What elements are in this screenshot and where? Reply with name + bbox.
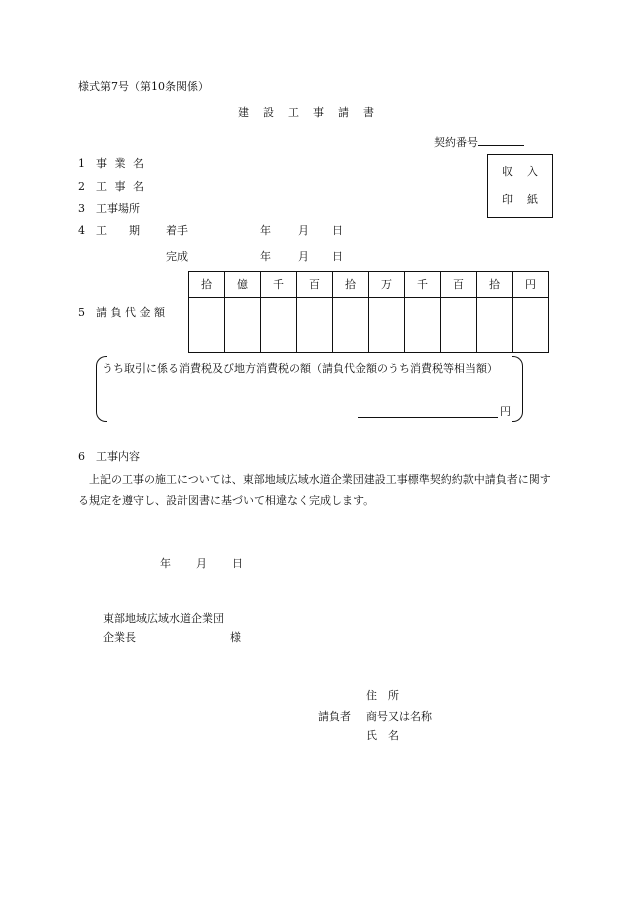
period-end-label: 完成 (166, 250, 188, 263)
amount-digit-cell[interactable] (405, 298, 441, 353)
end-year: 年 (260, 250, 271, 263)
contract-number-field[interactable] (478, 134, 524, 146)
amount-value-row (189, 298, 549, 353)
tax-bracket-right (512, 356, 523, 422)
unit-cell: 万 (369, 272, 405, 298)
tax-note: うち取引に係る消費税及び地方消費税の額（請負代金額のうち消費税等相当額） (102, 362, 498, 375)
item-6-number: 6 (78, 450, 85, 463)
item-3-number: 3 (78, 202, 85, 215)
end-month: 月 (298, 250, 309, 263)
document-title: 建設工事請書 (238, 106, 388, 119)
contract-number (434, 134, 524, 150)
addressee-org: 東部地域広域水道企業団 (103, 612, 224, 625)
date-day: 日 (232, 557, 243, 570)
amount-digit-cell[interactable] (477, 298, 513, 353)
stamp-text-2: 印紙 (502, 193, 552, 206)
period-start-label: 着手 (166, 224, 188, 237)
contractor-trade-name-label: 商号又は名称 (366, 710, 432, 723)
unit-cell: 億 (225, 272, 261, 298)
unit-cell: 円 (513, 272, 549, 298)
start-day: 日 (332, 224, 343, 237)
amount-digit-cell[interactable] (441, 298, 477, 353)
contractor-label: 請負者 (318, 710, 351, 723)
unit-cell: 千 (261, 272, 297, 298)
item-5-label: 請 負 代 金 額 (96, 306, 165, 319)
unit-cell: 拾 (477, 272, 513, 298)
tax-unit: 円 (500, 405, 511, 418)
date-month: 月 (196, 557, 207, 570)
amount-digit-cell[interactable] (189, 298, 225, 353)
item-1-number: 1 (78, 157, 85, 170)
form-number: 様式第7号（第10条関係） (78, 80, 209, 93)
contract-number-label: 契約番号 (434, 136, 478, 149)
contractor-address-label: 住 所 (366, 689, 399, 702)
amount-digit-cell[interactable] (225, 298, 261, 353)
addressee-title: 企業長 (103, 631, 136, 644)
item-5-number: 5 (78, 306, 85, 319)
unit-cell: 拾 (333, 272, 369, 298)
stamp-text-1: 収入 (502, 165, 552, 178)
revenue-stamp-box (487, 154, 553, 218)
addressee-honorific: 様 (230, 631, 241, 644)
amount-digit-cell[interactable] (513, 298, 549, 353)
amount-unit-row (189, 272, 549, 298)
item-6-label: 工事内容 (96, 450, 140, 463)
amount-digit-cell[interactable] (333, 298, 369, 353)
amount-digit-cell[interactable] (297, 298, 333, 353)
unit-cell: 拾 (189, 272, 225, 298)
start-month: 月 (298, 224, 309, 237)
date-year: 年 (160, 557, 171, 570)
start-year: 年 (260, 224, 271, 237)
item-3-label: 工事場所 (96, 202, 140, 215)
unit-cell: 千 (405, 272, 441, 298)
item-2-number: 2 (78, 180, 85, 193)
tax-amount-field[interactable] (358, 417, 498, 418)
unit-cell: 百 (297, 272, 333, 298)
declaration-text: 上記の工事の施工については、東部地域広域水道企業団建設工事標準契約約款中請負者に関する規定を遵守し、設計図書に基づいて相違なく完成します。 (78, 473, 551, 507)
amount-table (188, 271, 549, 353)
amount-digit-cell[interactable] (261, 298, 297, 353)
amount-digit-cell[interactable] (369, 298, 405, 353)
item-1-label: 事 業 名 (96, 157, 146, 170)
end-day: 日 (332, 250, 343, 263)
unit-cell: 百 (441, 272, 477, 298)
item-4-number: 4 (78, 224, 85, 237)
item-4-label: 工 期 (96, 224, 140, 237)
contractor-name-label: 氏 名 (366, 729, 399, 742)
item-2-label: 工 事 名 (96, 180, 146, 193)
